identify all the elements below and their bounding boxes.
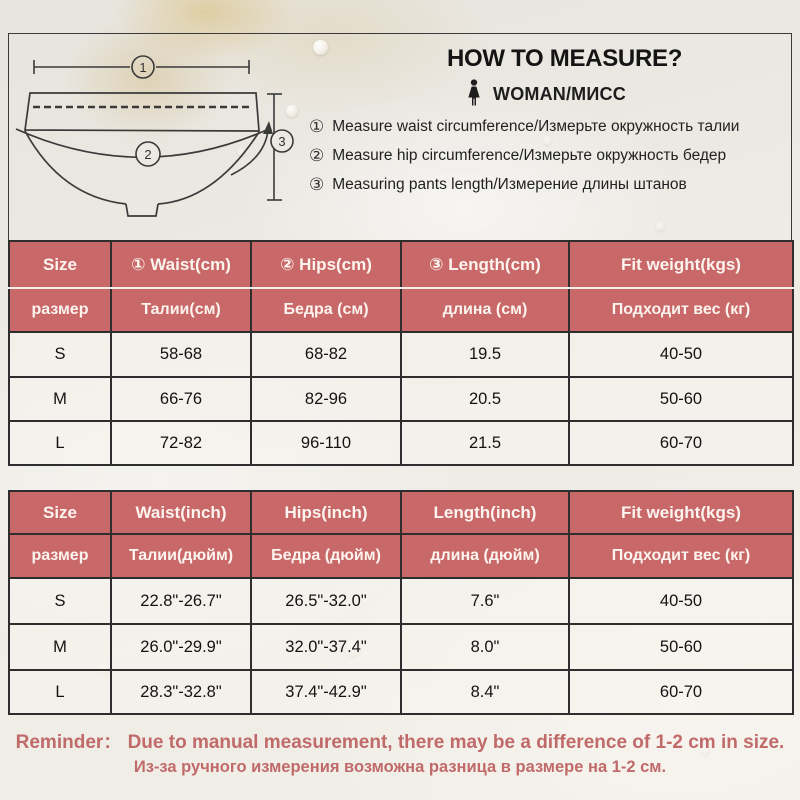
value-cell: 19.5 [401, 332, 569, 377]
instruction-number: ③ [309, 175, 325, 194]
value-cell: 21.5 [401, 421, 569, 465]
size-cell: L [9, 421, 111, 465]
size-cell: M [9, 624, 111, 670]
size-table-cm [8, 240, 794, 466]
table-header-en [9, 241, 793, 288]
instruction-list [309, 117, 739, 195]
instruction-number: ① [309, 117, 325, 136]
marker-3-label: 3 [278, 134, 286, 149]
panty-measurement-diagram [9, 34, 309, 240]
header-cell: ① Waist(cm) [111, 241, 251, 288]
crotch-outline [126, 204, 158, 216]
reminder-highlight: 1-2 cm [655, 732, 716, 753]
woman-icon [465, 78, 483, 110]
header-cell: Fit weight(kgs) [569, 491, 793, 534]
value-cell: 28.3"-32.8" [111, 670, 251, 714]
value-cell: 7.6" [401, 578, 569, 624]
table-header-ru [9, 288, 793, 332]
reminder-label: Reminder： [15, 732, 123, 753]
value-cell: 60-70 [569, 670, 793, 714]
header-cell: Hips(inch) [251, 491, 401, 534]
table-row-m [9, 377, 793, 421]
value-cell: 96-110 [251, 421, 401, 465]
value-cell: 26.0"-29.9" [111, 624, 251, 670]
value-cell: 8.0" [401, 624, 569, 670]
size-cell: M [9, 377, 111, 421]
header-cell: Подходит вес (кг) [569, 534, 793, 578]
value-cell: 60-70 [569, 421, 793, 465]
header-cell: длина (дюйм) [401, 534, 569, 578]
marker-2-label: 2 [144, 147, 152, 162]
reminder-note [0, 727, 800, 777]
value-cell: 8.4" [401, 670, 569, 714]
header-cell: ② Hips(cm) [251, 241, 401, 288]
value-cell: 20.5 [401, 377, 569, 421]
header-cell: ③ Length(cm) [401, 241, 569, 288]
page-title: HOW TO MEASURE? [447, 45, 683, 72]
value-cell: 40-50 [569, 578, 793, 624]
value-cell: 32.0"-37.4" [251, 624, 401, 670]
header-cell: Талии(см) [111, 288, 251, 332]
value-cell: 37.4"-42.9" [251, 670, 401, 714]
size-cell: L [9, 670, 111, 714]
waistband-outline [25, 93, 259, 131]
header-cell: Талии(дюйм) [111, 534, 251, 578]
left-leg-curve [25, 131, 126, 204]
header-cell: Size [9, 491, 111, 534]
gender-row [465, 78, 626, 110]
table-row-m [9, 624, 793, 670]
marker-1-label: 1 [139, 60, 147, 75]
header-cell: размер [9, 534, 111, 578]
reminder-text: Due to manual measurement, there may be a difference of [127, 732, 656, 753]
value-cell: 72-82 [111, 421, 251, 465]
table-row-l [9, 421, 793, 465]
reminder-line-2: Из-за ручного измерения возможна разница в размере на 1-2 см. [133, 758, 667, 776]
measure-guide-panel [8, 33, 792, 241]
value-cell: 22.8"-26.7" [111, 578, 251, 624]
header-cell: Бедра (дюйм) [251, 534, 401, 578]
instruction-item [309, 175, 739, 195]
table-row-s [9, 578, 793, 624]
header-cell: Waist(inch) [111, 491, 251, 534]
header-cell: Fit weight(kgs) [569, 241, 793, 288]
reminder-text: in size. [715, 732, 785, 753]
arrowhead [263, 121, 273, 134]
value-cell: 58-68 [111, 332, 251, 377]
table-row-s [9, 332, 793, 377]
reminder-line-1 [0, 727, 800, 754]
instruction-text: Measuring pants length/Измерение длины штанов [332, 176, 687, 193]
value-cell: 26.5"-32.0" [251, 578, 401, 624]
header-cell: Подходит вес (кг) [569, 288, 793, 332]
value-cell: 68-82 [251, 332, 401, 377]
header-cell: Length(inch) [401, 491, 569, 534]
header-cell: размер [9, 288, 111, 332]
value-cell: 50-60 [569, 624, 793, 670]
header-cell: Бедра (см) [251, 288, 401, 332]
instruction-text: Measure hip circumference/Измерьте окружность бедер [332, 147, 727, 164]
value-cell: 40-50 [569, 332, 793, 377]
instruction-text: Measure waist circumference/Измерьте окружность талии [332, 118, 740, 135]
size-cell: S [9, 578, 111, 624]
table-header-en [9, 491, 793, 534]
table-header-ru [9, 534, 793, 578]
instruction-item [309, 117, 739, 137]
value-cell: 66-76 [111, 377, 251, 421]
value-cell: 82-96 [251, 377, 401, 421]
value-cell: 50-60 [569, 377, 793, 421]
header-cell: длина (см) [401, 288, 569, 332]
instruction-number: ② [309, 146, 325, 165]
size-table-inch [8, 490, 794, 715]
table-row-l [9, 670, 793, 714]
gender-label: WOMAN/МИСС [493, 83, 626, 104]
instruction-item [309, 146, 739, 166]
header-cell: Size [9, 241, 111, 288]
size-cell: S [9, 332, 111, 377]
